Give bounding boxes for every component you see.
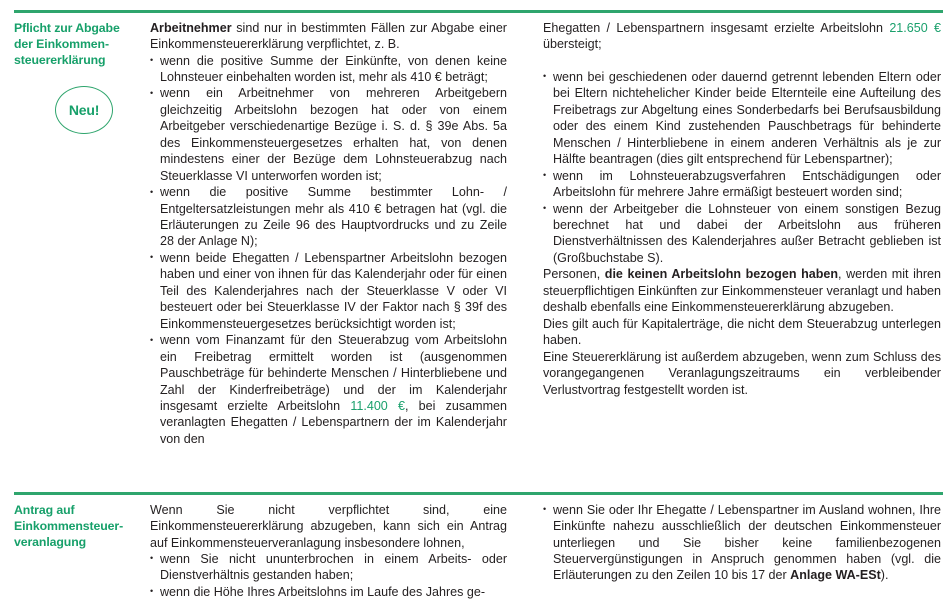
list-item-text-part1: wenn Sie oder Ihr Ehegatte / Lebenspartner im Ausland wohnen, Ihre Einkünfte nahezu ausschließlich der deutschen Einkommensteuer unterliegen und Sie bisher keine familienbezogenen Steuervergünstigungen in Anspruch genommen haben (vgl. die Erläuterungen zu den Zeilen 10 bis 17 der [553, 502, 941, 583]
amount-value: 11.400 € [350, 399, 405, 414]
paragraph-pre: Personen, [543, 267, 605, 282]
list-item-text-part2: , bei zusammen veranlagten Ehegatten / Lebenspartnern der im Kalenderjahr von den [160, 399, 507, 446]
section-pflicht-zur-abgabe [14, 10, 943, 447]
list-item-text: wenn ein Arbeitnehmer von mehreren Arbeitgebern gleichzeitig Arbeitslohn bezogen hat oder von einem Arbeitgeber verschiedenartige Bezüge i. S. d. § 39e Abs. 5a des Einkommensteuergesetzes erhalten hat, von denen mindestens einer der Bezüge dem Lohnsteuerabzug nach Steuerklasse VI unterworfen worden ist; [160, 86, 507, 183]
list-item [543, 502, 941, 584]
section-title-line-3: steuererklärung [14, 53, 106, 67]
list-item-text: wenn der Arbeitgeber die Lohnsteuer von einem sonstigen Bezug berechnet hat und dabei der Arbeitslohn aus früheren Dienstverhältnissen des Kalenderjahres außer Betracht geblieben ist (Großbuchstabe S). [553, 201, 941, 265]
section-right-column [529, 20, 943, 398]
section-antrag-auf-veranlagung [14, 492, 943, 600]
section-title-line-1: Pflicht zur Abgabe [14, 20, 120, 35]
list-item [150, 584, 507, 600]
amount-value: 21.650 € [889, 20, 942, 35]
list-item-text: wenn beide Ehegatten / Lebenspartner Arbeitslohn bezogen haben und einer von ihnen für das Kalenderjahr oder für einen Teil des Kalenderjahres nach der Steuerklasse V oder VI besteuert oder bei Steuerklasse IV der Faktor nach § 39f des Einkommensteuergesetzes berücksichtigt worden ist; [160, 250, 507, 331]
closing-paragraph-3 [543, 349, 941, 398]
section-title-line-2: der Einkommen- [14, 36, 109, 51]
closing-paragraph-2 [543, 316, 941, 349]
section-label-column [14, 20, 150, 135]
intro-lead: Arbeitnehmer [150, 20, 232, 35]
list-item-text: wenn die positive Summe bestimmter Lohn- / Entgeltersatzleistungen mehr als 410 € betragen hat (vgl. die Erläuterungen zu Zeile 96 des Hauptvordrucks und zu Zeile 28 der Anlage N); [160, 185, 507, 249]
list-item-text: wenn Sie nicht ununterbrochen in einem Arbeits- oder Dienstverhältnis gestanden haben; [160, 551, 507, 583]
list-item [543, 168, 941, 201]
intro-rest: sind nur in bestimmten Fällen zur Abgabe einer Einkommensteuererklärung verpflichtet, z. B. [150, 20, 507, 52]
list-item [150, 184, 507, 250]
middle-bullet-list [150, 551, 507, 600]
paragraph-post: Dies gilt auch für Kapitalerträge, die nicht dem Steuerabzug unterlegen haben. [543, 316, 941, 348]
section-title-line-1: Antrag auf [14, 502, 75, 517]
list-item [150, 332, 507, 447]
list-item-text: wenn die Höhe Ihres Arbeitslohns im Laufe des Jahres ge- [160, 584, 486, 599]
middle-bullet-list [150, 53, 507, 448]
list-item [150, 85, 507, 184]
section-right-column [529, 502, 943, 584]
list-item [150, 53, 507, 86]
section-title [14, 20, 144, 69]
paragraph-post: , werden mit ihren steuerpflichtigen Einkünften zur Einkommensteuer veranlagt und haben deshalb ebenfalls eine Einkommensteuererklärung abzugeben. [543, 267, 941, 315]
list-item-text: wenn bei geschiedenen oder dauernd getrennt lebenden Eltern oder bei Eltern nichtehelicher Kinder beide Elternteile eine Aufteilung des Freibetrags zur Abgeltung eines Sonderbedarfs bei Berufsausbildung oder des einem Kind zustehenden Pauschbetrags für behinderte Menschen / Hinterbliebene in einem anderen Verhältnis als je zur Hälfte beantragen (dies gilt entsprechend für Lebenspartner); [553, 69, 941, 167]
continuation-part1: Ehegatten / Lebenspartnern insgesamt erzielte Arbeitslohn [543, 20, 890, 35]
section-title-line-3: veranlagung [14, 535, 87, 549]
intro-paragraph [150, 20, 507, 53]
list-item-text-part2: ). [880, 568, 889, 583]
section-middle-column [150, 502, 529, 601]
section-title [14, 502, 144, 551]
paragraph-bold: die keinen Arbeitslohn bezogen haben [604, 267, 839, 282]
right-bullet-list [543, 502, 941, 584]
continuation-part2: übersteigt; [543, 37, 602, 52]
list-item [543, 69, 941, 168]
section-middle-column [150, 20, 529, 448]
new-badge-label: Neu! [68, 102, 100, 119]
section-label-column [14, 502, 150, 551]
section-title-line-2: Einkommensteuer- [14, 518, 124, 533]
new-badge [55, 86, 113, 134]
list-item [150, 551, 507, 584]
intro-rest: Wenn Sie nicht verpflichtet sind, eine Einkommensteuererklärung abzugeben, kann sich ein Antrag auf Einkommensteuerveranlagung insbesondere lohnen, [150, 502, 507, 550]
list-item [543, 201, 941, 267]
list-item-text: wenn die positive Summe der Einkünfte, von denen keine Lohnsteuer einbehalten worden ist, mehr als 410 € beträgt; [160, 53, 507, 84]
intro-paragraph [150, 502, 507, 551]
closing-paragraph-1 [543, 266, 941, 315]
list-item-text: wenn im Lohnsteuerabzugsverfahren Entschädigungen oder Arbeitslohn für mehrere Jahre ermäßigt besteuert worden sind; [553, 168, 941, 200]
list-item-text-part1: wenn vom Finanzamt für den Steuerabzug vom Arbeitslohn ein Freibetrag ermittelt worden ist (ausgenommen Pauschbeträge für behinderte Menschen / Hinterbliebene und Zahl der Kinderfreibeträge) und der im Kalenderjahr insgesamt erzielte Arbeitslohn [160, 333, 507, 414]
right-bullet-list [543, 69, 941, 266]
continuation-paragraph [543, 20, 941, 69]
new-badge-wrapper [14, 86, 144, 134]
list-item-bold-reference: Anlage WA-ESt [790, 568, 881, 583]
list-item [150, 250, 507, 332]
paragraph-post: Eine Steuererklärung ist außerdem abzugeben, wenn zum Schluss des vorangegangenen Veranlagungszeitraums ein verbleibender Verlustvortrag festgestellt worden ist. [543, 349, 941, 397]
